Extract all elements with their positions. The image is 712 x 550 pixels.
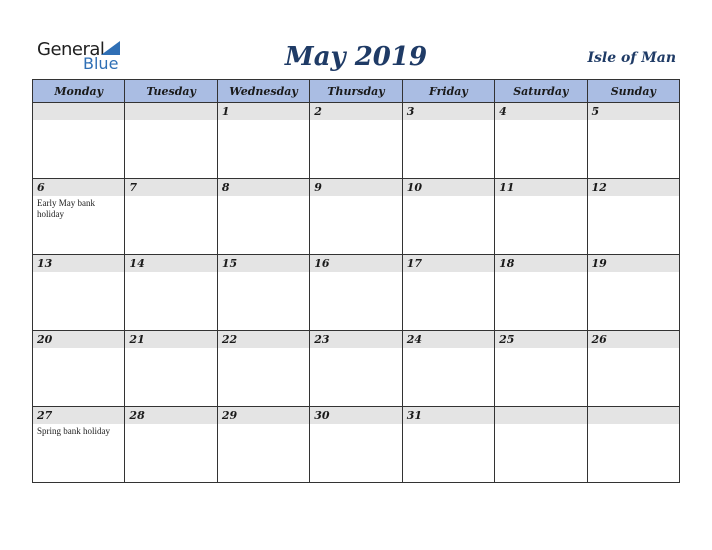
week-row: [33, 179, 680, 255]
day-cell: [587, 331, 679, 407]
day-cell: [33, 179, 125, 255]
day-cell: [217, 103, 309, 179]
day-number: 18: [495, 255, 586, 272]
day-number: 4: [495, 103, 586, 120]
day-cell: [33, 407, 125, 483]
day-number: 28: [125, 407, 216, 424]
calendar-grid: [32, 79, 680, 483]
day-number: [33, 103, 124, 120]
calendar-region: Isle of Man: [587, 50, 676, 66]
day-cell: [495, 407, 587, 483]
day-cell: [310, 179, 402, 255]
day-cell: [125, 179, 217, 255]
weekday-header: Monday: [33, 80, 125, 103]
day-cell: [495, 331, 587, 407]
day-number: [588, 407, 679, 424]
day-cell: [402, 179, 494, 255]
day-number: 26: [588, 331, 679, 348]
day-cell: [125, 331, 217, 407]
day-cell: [310, 103, 402, 179]
day-number: 14: [125, 255, 216, 272]
day-cell: [217, 255, 309, 331]
day-cell: [587, 179, 679, 255]
day-number: 8: [218, 179, 309, 196]
day-cell: [125, 255, 217, 331]
logo-blue-text: Blue: [83, 54, 119, 73]
day-cell: [495, 255, 587, 331]
day-cell: [33, 255, 125, 331]
day-number: 20: [33, 331, 124, 348]
day-number: 29: [218, 407, 309, 424]
day-number: [495, 407, 586, 424]
week-row: [33, 407, 680, 483]
day-number: 30: [310, 407, 401, 424]
day-cell: [310, 407, 402, 483]
week-row: [33, 103, 680, 179]
day-number: 21: [125, 331, 216, 348]
day-number: 1: [218, 103, 309, 120]
day-number: 23: [310, 331, 401, 348]
day-cell: [33, 103, 125, 179]
weekday-header: Tuesday: [125, 80, 217, 103]
day-cell: [495, 103, 587, 179]
holiday-label: Spring bank holiday: [37, 426, 110, 436]
day-number: 3: [403, 103, 494, 120]
day-cell: [125, 407, 217, 483]
day-number: 9: [310, 179, 401, 196]
weekday-header: Friday: [402, 80, 494, 103]
day-cell: [402, 407, 494, 483]
day-number: [125, 103, 216, 120]
logo-general-text: General: [37, 39, 105, 60]
day-cell: [587, 407, 679, 483]
week-row: [33, 255, 680, 331]
day-cell: [33, 331, 125, 407]
day-number: 10: [403, 179, 494, 196]
day-number: 15: [218, 255, 309, 272]
day-cell: [217, 331, 309, 407]
day-cell: [310, 331, 402, 407]
day-cell: [587, 103, 679, 179]
day-cell: [217, 407, 309, 483]
holiday-label: Early May bank holiday: [37, 198, 95, 219]
day-number: 13: [33, 255, 124, 272]
day-number: 25: [495, 331, 586, 348]
day-cell: [402, 103, 494, 179]
logo-flag-icon: [101, 41, 120, 55]
day-number: 11: [495, 179, 586, 196]
day-number: 22: [218, 331, 309, 348]
day-number: 31: [403, 407, 494, 424]
day-number: 12: [588, 179, 679, 196]
day-number: 17: [403, 255, 494, 272]
day-number: 27: [33, 407, 124, 424]
weekday-header: Saturday: [495, 80, 587, 103]
weekday-header-row: [33, 80, 680, 103]
week-row: [33, 331, 680, 407]
day-cell: [495, 179, 587, 255]
day-cell: [125, 103, 217, 179]
weekday-header: Thursday: [310, 80, 402, 103]
day-number: 6: [33, 179, 124, 196]
weekday-header: Wednesday: [217, 80, 309, 103]
day-number: 24: [403, 331, 494, 348]
day-cell: [402, 331, 494, 407]
day-number: 16: [310, 255, 401, 272]
day-cell: [587, 255, 679, 331]
weekday-header: Sunday: [587, 80, 679, 103]
day-cell: [310, 255, 402, 331]
day-number: 2: [310, 103, 401, 120]
calendar-title: May 2019: [284, 42, 428, 72]
day-cell: [217, 179, 309, 255]
day-number: 5: [588, 103, 679, 120]
generalblue-logo: [37, 40, 127, 74]
day-number: 19: [588, 255, 679, 272]
day-number: 7: [125, 179, 216, 196]
day-cell: [402, 255, 494, 331]
